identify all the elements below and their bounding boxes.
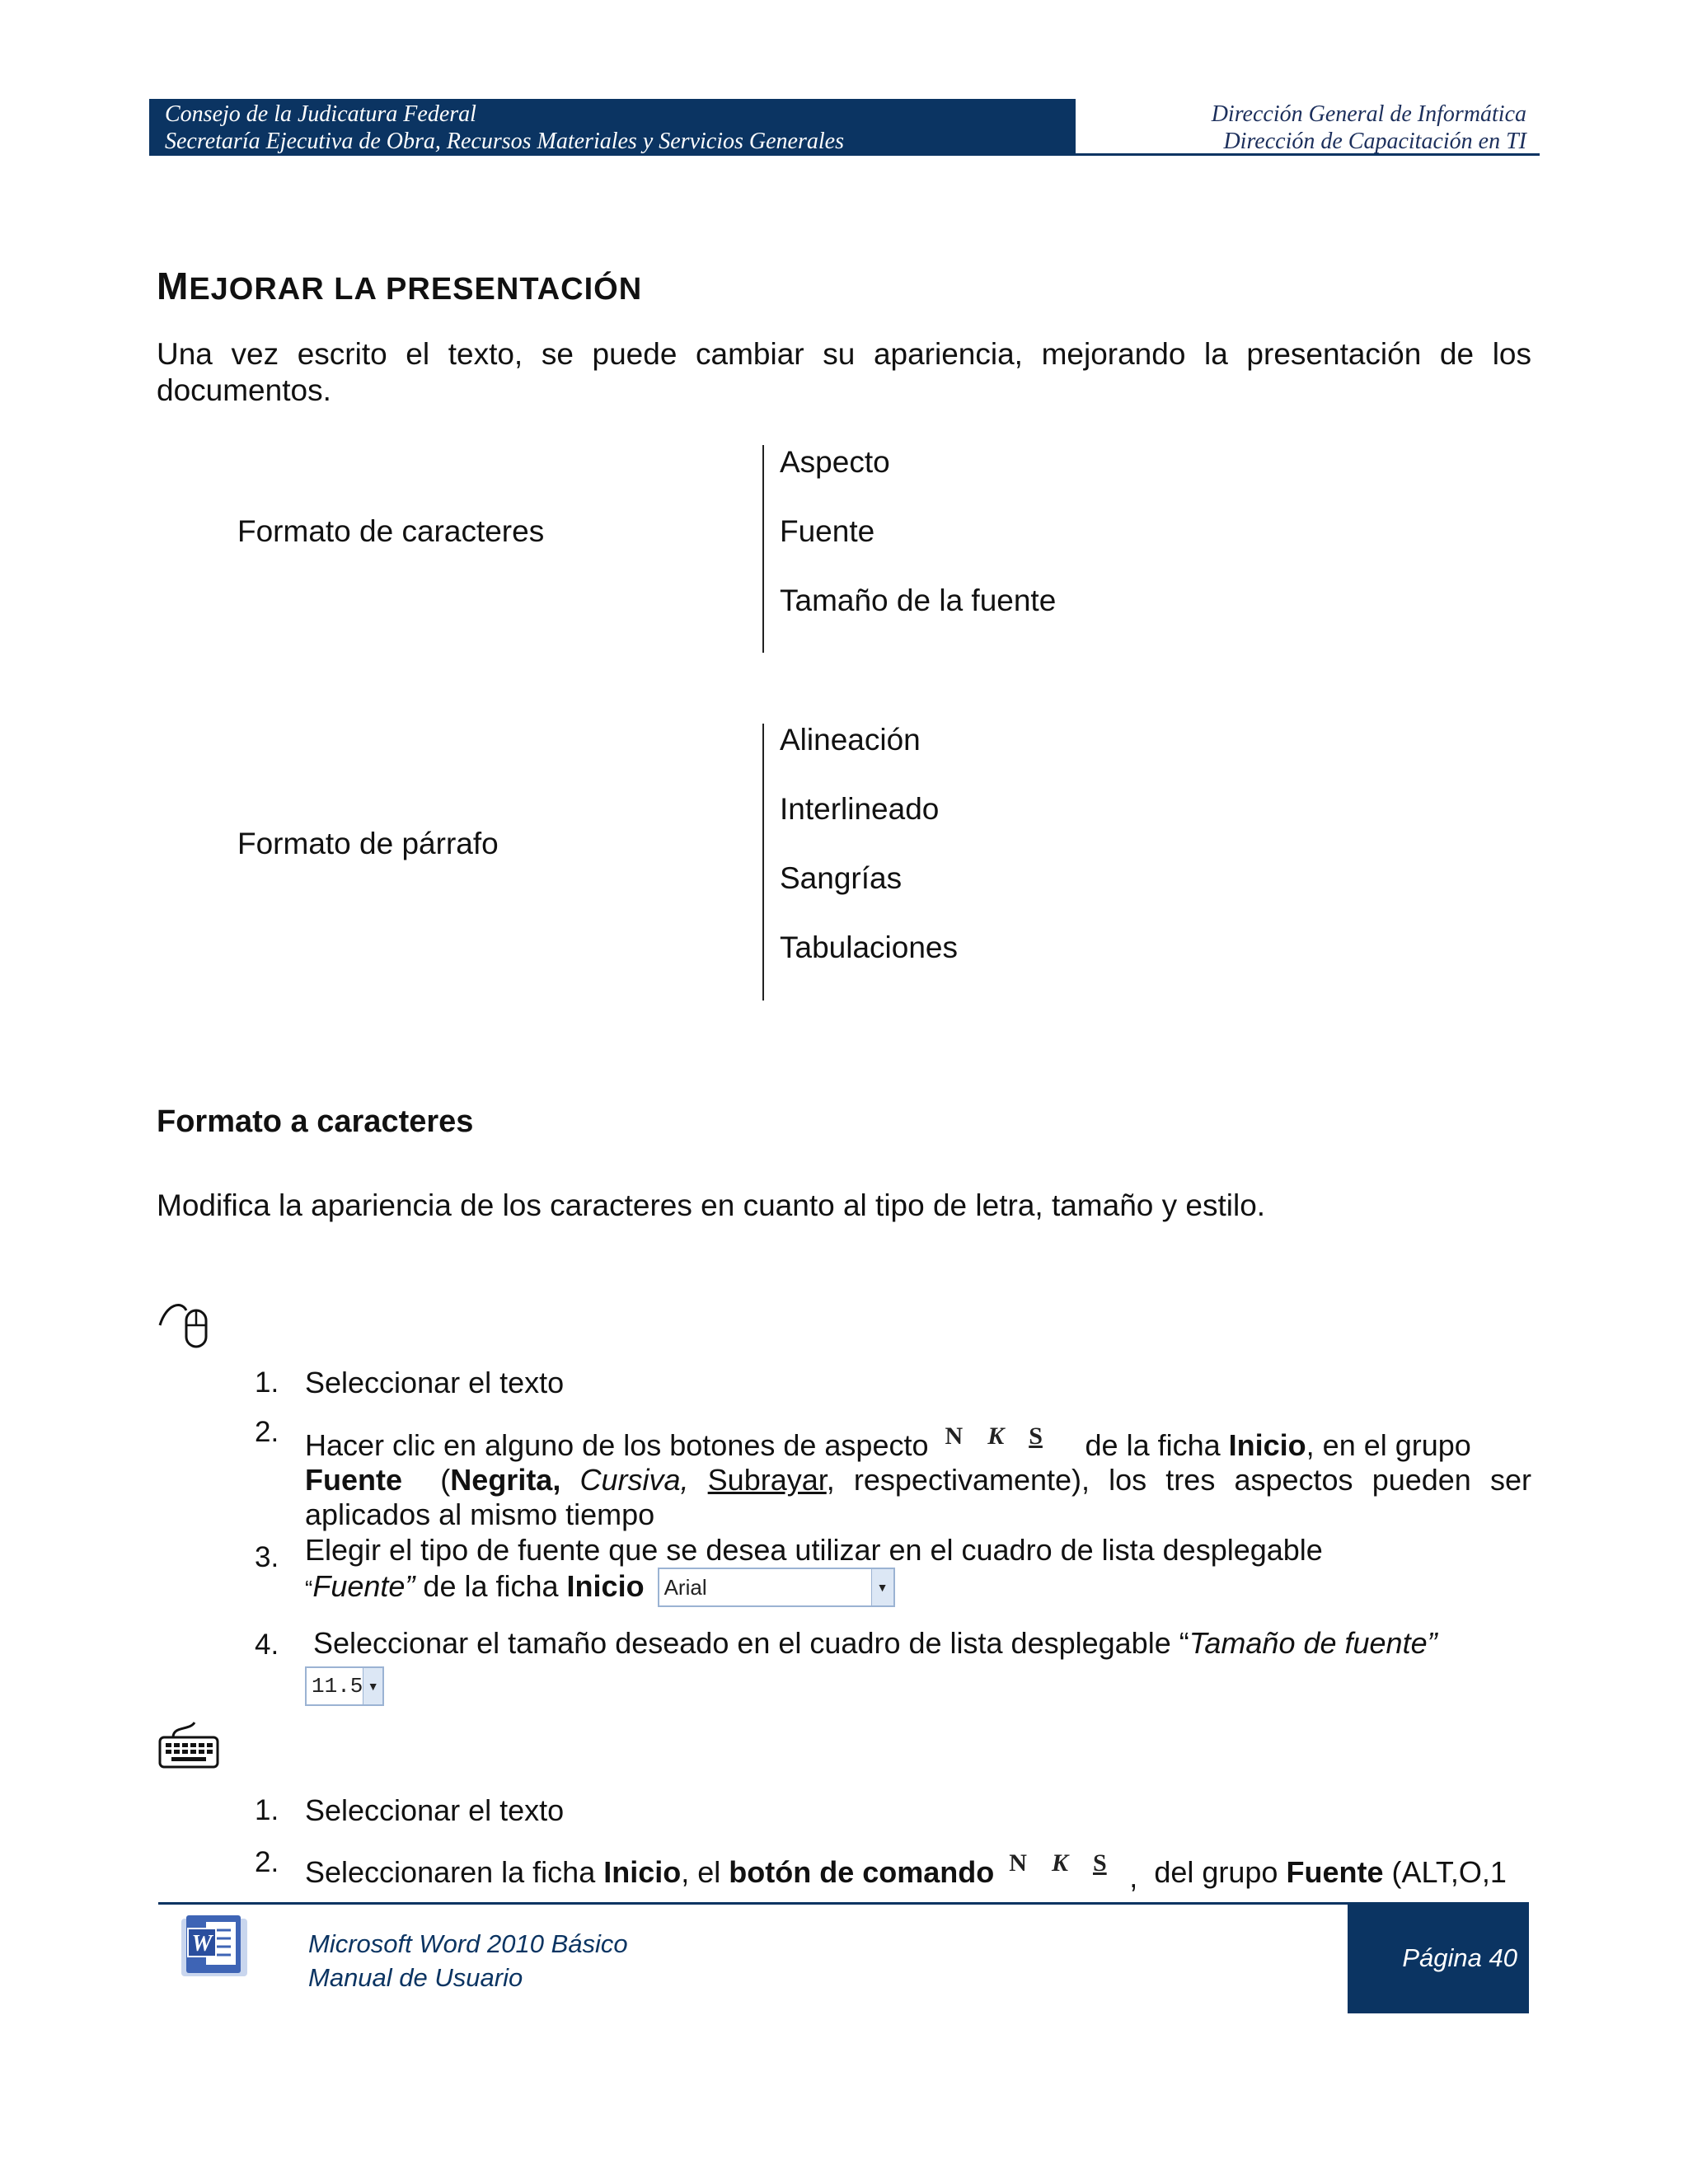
list-item: Tabulaciones bbox=[780, 930, 958, 964]
step-text: Hacer clic en alguno de los botones de aspecto N K S de la ficha Inicio, en el grupo Fuente (Negrita, Cursiva, Subrayar, respectivamente), los tres aspectos pueden ser aplicados al mismo tiempo bbox=[305, 1419, 1531, 1532]
list-item: Tamaño de la fuente bbox=[780, 583, 1057, 617]
bold-icon: N bbox=[945, 1422, 964, 1450]
list-item: Alineación bbox=[780, 723, 921, 757]
footer-product: Microsoft Word 2010 Básico bbox=[308, 1929, 628, 1958]
bracket-line-characters bbox=[762, 445, 764, 653]
footer-rule bbox=[158, 1902, 1529, 1905]
underline-icon: S bbox=[1029, 1422, 1043, 1450]
step-number: 4. bbox=[255, 1629, 279, 1661]
subsection-title: Formato a caracteres bbox=[157, 1104, 474, 1139]
format-buttons-image bbox=[1009, 1846, 1129, 1881]
mouse-icon bbox=[157, 1296, 214, 1357]
step-number: 3. bbox=[255, 1541, 279, 1573]
list-item: Sangrías bbox=[780, 861, 903, 895]
chevron-down-icon[interactable]: ▼ bbox=[871, 1569, 893, 1605]
subsection-description: Modifica la apariencia de los caracteres en cuanto al tipo de letra, tamaño y estilo. bbox=[157, 1188, 1266, 1222]
font-name-combo[interactable]: Arial ▼ bbox=[658, 1568, 895, 1607]
underline-icon: S bbox=[1092, 1849, 1107, 1877]
header-direction: Dirección General de Informática bbox=[1211, 101, 1526, 127]
header-secretariat: Secretaría Ejecutiva de Obra, Recursos Materiales y Servicios Generales bbox=[165, 129, 844, 154]
step-text: Seleccionar el texto bbox=[305, 1366, 565, 1399]
header-training: Dirección de Capacitación en TI bbox=[1223, 129, 1526, 154]
footer-manual: Manual de Usuario bbox=[308, 1963, 523, 1992]
group-label-characters: Formato de caracteres bbox=[237, 514, 545, 548]
list-item: Interlineado bbox=[780, 792, 940, 826]
intro-paragraph: Una vez escrito el texto, se puede cambiar su apariencia, mejorando la presentación de los documentos. bbox=[157, 337, 1531, 407]
word-logo bbox=[178, 1914, 251, 1984]
font-size-combo[interactable]: 11.5 ▼ bbox=[305, 1666, 384, 1706]
header-org: Consejo de la Judicatura Federal bbox=[165, 101, 476, 127]
bracket-line-paragraph bbox=[762, 724, 764, 1001]
list-item: Aspecto bbox=[780, 445, 890, 479]
step-number: 1. bbox=[255, 1794, 279, 1826]
word-logo-letter: W bbox=[191, 1931, 213, 1957]
chevron-down-icon[interactable]: ▼ bbox=[363, 1668, 382, 1704]
step-number: 2. bbox=[255, 1416, 279, 1448]
section-title: MEJORAR LA PRESENTACIÓN bbox=[157, 265, 643, 307]
step-text: Seleccionar el texto bbox=[305, 1793, 565, 1827]
format-buttons-image bbox=[945, 1419, 1066, 1454]
group-label-paragraph: Formato de párrafo bbox=[237, 827, 499, 860]
step-text: Seleccionar el tamaño deseado en el cuadro de lista desplegable “Tamaño de fuente” bbox=[313, 1626, 1437, 1660]
bold-icon: N bbox=[1009, 1849, 1027, 1877]
italic-icon: K bbox=[1051, 1849, 1068, 1877]
italic-icon: K bbox=[987, 1422, 1005, 1450]
list-item: Fuente bbox=[780, 514, 875, 548]
step-text: Elegir el tipo de fuente que se desea utilizar en el cuadro de lista desplegable “Fuente” de la ficha Inicio Arial ▼ bbox=[305, 1533, 1531, 1607]
step-text: Seleccionaren la ficha Inicio, el botón de comando N K S , del grupo Fuente (ALT,O,1 bbox=[305, 1846, 1507, 1895]
keyboard-icon bbox=[157, 1719, 223, 1774]
step-number: 1. bbox=[255, 1366, 279, 1399]
page-number: Página 40 bbox=[1402, 1943, 1517, 1972]
step-number: 2. bbox=[255, 1846, 279, 1878]
